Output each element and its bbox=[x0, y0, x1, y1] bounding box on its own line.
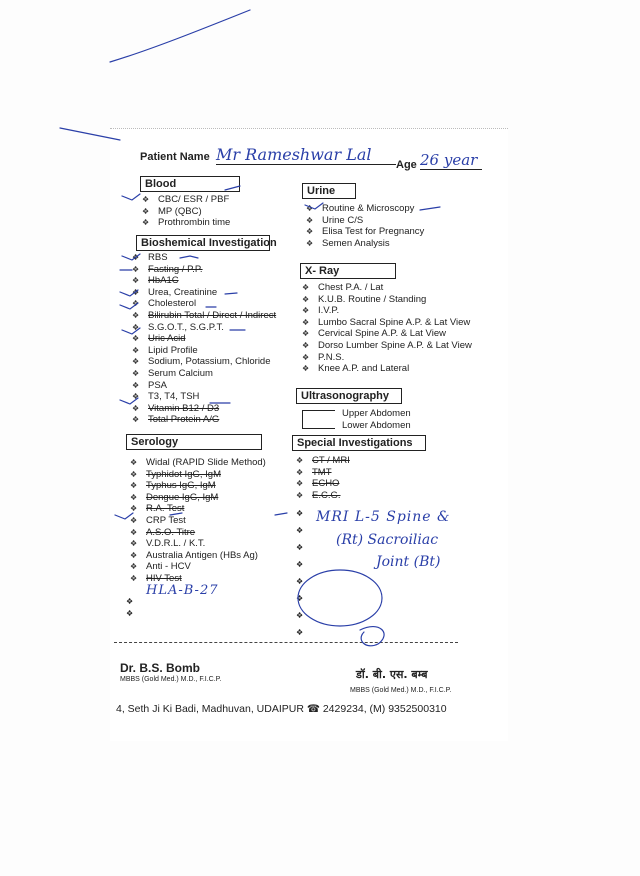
list-item: ❖ V.D.R.L. / K.T. bbox=[130, 538, 206, 550]
serology-title: Serology bbox=[131, 436, 179, 448]
list-item: ❖ Lumbo Sacral Spine A.P. & Lat View bbox=[302, 316, 471, 328]
list-item: ❖ Elisa Test for Pregnancy bbox=[306, 226, 425, 238]
blood-list bbox=[142, 194, 230, 229]
age-label: Age bbox=[396, 159, 417, 171]
list-item: ❖ RBS bbox=[132, 252, 168, 263]
blood-heading bbox=[140, 176, 240, 192]
list-item: ❖ HIV Test bbox=[130, 572, 182, 584]
list-item: ❖ TMT bbox=[296, 466, 332, 478]
xray-heading bbox=[300, 263, 396, 279]
list-item: ❖ Total Protein A/G bbox=[132, 414, 220, 426]
list-item: ❖ Urine C/S bbox=[306, 214, 364, 226]
list-item: ❖ MP (QBC) bbox=[142, 205, 202, 217]
list-item: ❖ Routine & Microscopy bbox=[306, 203, 415, 214]
serology-list bbox=[130, 457, 266, 585]
xray-list bbox=[302, 282, 472, 375]
list-item: ❖ I.V.P. bbox=[302, 305, 340, 317]
list-item: ❖ T3, T4, TSH bbox=[132, 391, 200, 403]
list-item: ❖ R.A. Test bbox=[130, 503, 185, 515]
list-item: ❖ Anti - HCV bbox=[130, 561, 191, 573]
serology-heading bbox=[126, 434, 262, 450]
handwritten-mri-line3: Joint (Bt) bbox=[376, 554, 441, 570]
list-item: ❖ Vitamin B12 / D3 bbox=[132, 402, 220, 414]
list-item: ❖ HbA1C bbox=[132, 275, 179, 287]
special-list bbox=[296, 455, 350, 501]
list-item: ❖ PSA bbox=[132, 379, 168, 391]
list-item: ❖ Sodium, Potassium, Chloride bbox=[132, 356, 271, 368]
clinic-address: 4, Seth Ji Ki Badi, Madhuvan, UDAIPUR ☎ 2429234, (M) 9352500310 bbox=[116, 703, 447, 715]
list-item: ❖ Prothrombin time bbox=[142, 217, 231, 229]
list-item: ❖ Typhus IgG, IgM bbox=[130, 480, 216, 492]
list-item: ❖ Serum Calcium bbox=[132, 367, 213, 379]
list-item: ❖ Fasting / P.P. bbox=[132, 263, 203, 275]
list-item: ❖ Dorso Lumber Spine A.P. & Lat View bbox=[302, 339, 472, 351]
list-item: ❖ Semen Analysis bbox=[306, 237, 390, 249]
biochemical-heading bbox=[136, 235, 277, 251]
handwritten-mri-line2: (Rt) Sacroiliac bbox=[336, 532, 439, 548]
list-item: ❖ P.N.S. bbox=[302, 351, 345, 363]
list-item: ❖ Lipid Profile bbox=[132, 344, 198, 356]
list-item: ❖ Cholesterol bbox=[132, 298, 197, 310]
urine-list bbox=[306, 203, 424, 249]
ultrasonography-heading bbox=[296, 388, 402, 404]
empty-bullets: ❖ ❖ ❖ ❖ ❖ ❖ ❖ ❖ bbox=[296, 509, 304, 637]
age-value: 26 year bbox=[420, 151, 482, 170]
list-item: ❖ Chest P.A. / Lat bbox=[302, 282, 384, 293]
patient-name-label: Patient Name bbox=[140, 151, 210, 163]
list-item: ❖ CRP Test bbox=[130, 514, 186, 526]
footer-divider bbox=[114, 642, 458, 643]
ultrasound-bracket bbox=[302, 410, 335, 429]
xray-title: X- Ray bbox=[305, 265, 340, 277]
list-item: ❖ Typhidot IgG, IgM bbox=[130, 468, 221, 480]
blood-title: Blood bbox=[145, 178, 177, 190]
urine-heading bbox=[302, 183, 356, 199]
handwritten-hla: HLA-B-27 bbox=[146, 583, 219, 598]
doctor-name: Dr. B.S. Bomb bbox=[120, 661, 201, 675]
doctor-name-hindi: डॉ. बी. एस. बम्ब bbox=[356, 668, 428, 681]
upper-abdomen-label: Upper Abdomen bbox=[342, 408, 411, 419]
lab-request-form bbox=[110, 128, 508, 741]
list-item: ❖ CT / MRI bbox=[296, 455, 350, 466]
bullet-icon: ❖ bbox=[126, 609, 134, 618]
list-item: ❖ ECHO bbox=[296, 478, 340, 490]
list-item: ❖ Urea, Creatinine bbox=[132, 286, 218, 298]
list-item: ❖ CBC/ ESR / PBF bbox=[142, 194, 230, 205]
urine-title: Urine bbox=[307, 185, 336, 197]
bullet-icon: ❖ bbox=[126, 597, 134, 606]
list-item: ❖ S.G.O.T., S.G.P.T. bbox=[132, 321, 224, 333]
special-heading bbox=[292, 435, 426, 451]
list-item: ❖ A.S.O. Titre bbox=[130, 526, 196, 538]
list-item: ❖ Dengue IgG, IgM bbox=[130, 491, 219, 503]
biochemical-title: Bioshemical Investigation bbox=[141, 237, 277, 249]
pen-stroke bbox=[110, 10, 250, 62]
list-item: ❖ Uric Acid bbox=[132, 333, 186, 345]
ultrasonography-title: Ultrasonography bbox=[301, 390, 390, 402]
biochemical-list bbox=[132, 252, 276, 426]
lower-abdomen-label: Lower Abdomen bbox=[342, 420, 411, 431]
list-item: ❖ Widal (RAPID Slide Method) bbox=[130, 457, 266, 468]
special-title: Special Investigations bbox=[297, 437, 413, 449]
handwritten-mri-line1: MRI L-5 Spine & bbox=[316, 509, 451, 525]
list-item: ❖ Australia Antigen (HBs Ag) bbox=[130, 549, 258, 561]
list-item: ❖ Bilirubin Total / Direct / Indirect bbox=[132, 309, 277, 321]
list-item: ❖ K.U.B. Routine / Standing bbox=[302, 293, 427, 305]
patient-name-value: Mr Rameshwar Lal bbox=[216, 145, 396, 165]
list-item: ❖ Cervical Spine A.P. & Lat View bbox=[302, 328, 446, 340]
doctor-qualifications-right: MBBS (Gold Med.) M.D., F.I.C.P. bbox=[350, 687, 452, 694]
list-item: ❖ E.C.G. bbox=[296, 489, 341, 501]
list-item: ❖ Knee A.P. and Lateral bbox=[302, 363, 410, 375]
doctor-qualifications: MBBS (Gold Med.) M.D., F.I.C.P. bbox=[120, 676, 222, 683]
